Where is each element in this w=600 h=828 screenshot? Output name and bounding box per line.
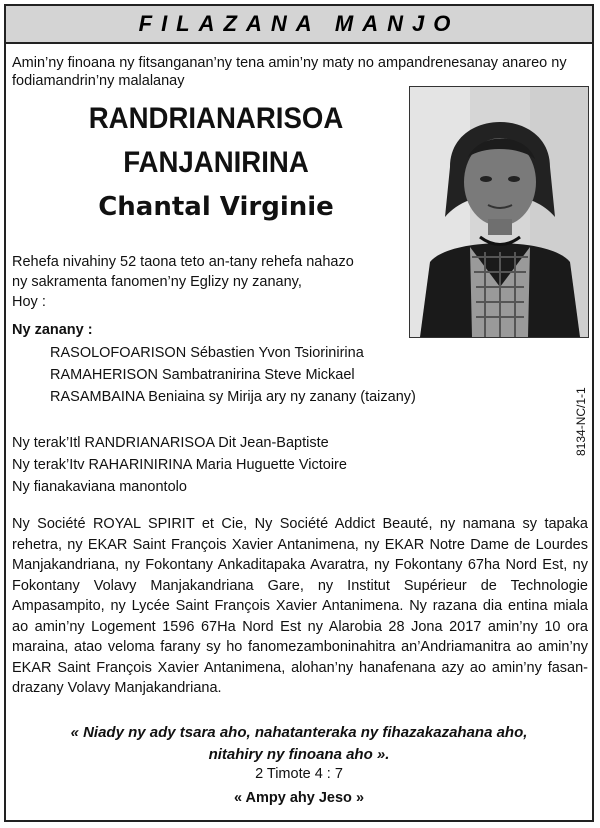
quote-line2: nitahiry ny finoana aho ».	[208, 746, 390, 763]
notice-title: FILAZANA MANJO	[138, 11, 460, 36]
closing-phrase: « Ampy ahy Jeso »	[233, 790, 365, 806]
quote-line1: « Niady ny ady tsara aho, nahatanteraka ny fihazakazahana aho,	[70, 724, 528, 741]
announcement-text: Ny Société ROYAL SPIRIT et Cie, Ny Société Addict Beauté, ny namana sy tapaka rehetra, ny EKAR Saint François Xavier Antanimena, ny EKAR Notre Dame de Lourdes Manjakandriana, ny Fokontany Ankaditapaka Avaratra, ny Fokontany 67ha Nord Est, ny Fokontany Volavy Manjakandriana Gare, ny Institut Supérieur de Technologie Ampasampito, ny Lycée Saint François Xavier Antanimena. Ny razana dia entina miala ao amin’ny Logement 1596 67Ha Nord Est ny Alarobia 28 Jona 2017 amin’ny 10 ora maraina, atao veloma farany sy ho fanomezamboninahitra an’Andriamanitra ao amin’ny EKAR Saint François Xavier Antanimena, alohan’ny hanafenana azy ao amin’ny fasan-drazany Volavy Manjakandriana.	[12, 516, 588, 696]
reference-code: 8134-NC/1-1	[574, 387, 588, 457]
child-item: RASAMBAINA Beniaina sy Mirija ary ny zanany (taizany)	[50, 389, 416, 405]
child-item: RAMAHERISON Sambatranirina Steve Mickael	[50, 367, 355, 383]
deceased-name-line3: Chantal Virginie	[98, 192, 334, 222]
intro-text: Amin’ny finoana ny fitsanganan’ny tena amin’ny maty no ampandrenesanay anareo ny fodiamandrin’ny malalanay	[12, 55, 567, 89]
passing-text	[12, 252, 412, 312]
portrait-photo	[409, 86, 589, 338]
obituary-notice	[4, 4, 594, 822]
deceased-name-line2: FANJANIRINA	[123, 146, 309, 179]
relative-item: Ny terak’Itl RANDRIANARISOA Dit Jean-Baptiste	[12, 435, 329, 451]
notice-header	[6, 6, 592, 44]
portrait-image	[410, 87, 588, 337]
children-heading: Ny zanany :	[12, 322, 93, 338]
children-list	[50, 342, 416, 408]
passing-line3: Hoy :	[12, 294, 46, 310]
bible-quote	[26, 722, 572, 766]
deceased-surname: RANDRIANARISOA	[88, 102, 344, 135]
passing-line2: ny sakramenta fanomen’ny Eglizy ny zanany,	[12, 274, 302, 290]
verse-reference: 2 Timote 4 : 7	[255, 766, 343, 782]
relative-item: Ny terak’Itv RAHARINIRINA Maria Huguette Victoire	[12, 457, 347, 473]
relatives-list	[12, 432, 347, 498]
child-item: RASOLOFOARISON Sébastien Yvon Tsiorinirina	[50, 345, 364, 361]
relative-item: Ny fianakaviana manontolo	[12, 479, 187, 495]
passing-line1: Rehefa nivahiny 52 taona teto an-tany rehefa nahazo	[12, 254, 354, 270]
